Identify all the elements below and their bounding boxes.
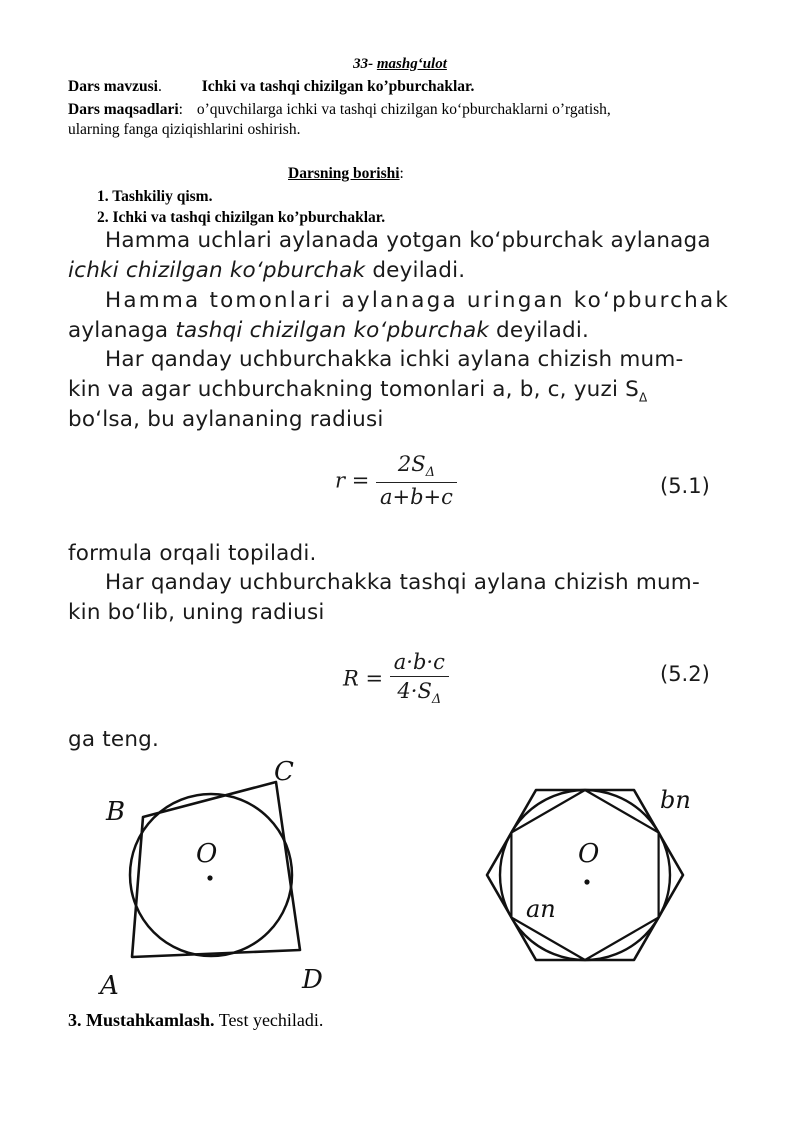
scan-p2-start: aylanaga (68, 318, 176, 343)
topic-value: Ichki va tashqi chizilgan ko’pburchaklar. (201, 78, 475, 95)
formula-inradius (335, 452, 457, 509)
topic-punct: . (157, 78, 162, 95)
polygon-center-label: O (578, 839, 600, 869)
vertex-label-a: A (100, 971, 119, 1000)
scan-p3-area-sub: Δ (639, 390, 648, 405)
formula-inradius-fraction (376, 452, 457, 509)
closing-text: Test yechiladi. (214, 1010, 324, 1030)
topic-label: Dars mavzusi (68, 78, 158, 95)
scan-p2-line2 (68, 318, 589, 343)
scan-p2-rest: deyiladi. (489, 318, 590, 343)
formula-circumradius-lhs: R = (343, 666, 384, 691)
formula-inradius-lhs: r = (335, 468, 370, 493)
regular-polygons-figure (460, 770, 720, 1000)
lesson-title (0, 56, 800, 73)
goals-label: Dars maqsadlari (68, 101, 179, 118)
formula-circumradius-denominator: $4\cdot S_\Delta$ (397, 679, 442, 708)
progress-title: Darsning borishi (288, 165, 400, 182)
scan-p3-line2-text: kin va agar uchburchakning tomonlari a, b, c, yuzi S (68, 377, 640, 402)
polygon-center-point (584, 879, 589, 884)
progress-punct: : (399, 165, 404, 182)
closing-line (68, 1010, 323, 1031)
goals-punct: : (178, 101, 183, 118)
circumscribed-hexagon (487, 790, 683, 960)
goals-line-1 (68, 101, 611, 119)
formula-circumradius-numerator: a·b·c (390, 650, 449, 677)
formula-inradius-numerator: $2S_\Delta$ (376, 452, 457, 483)
scan-p5-line1: Har qanday uchburchakka tashqi aylana chizish mum- (105, 570, 700, 595)
side-label-an: an (526, 895, 556, 923)
scan-p1-rest: deyiladi. (365, 258, 466, 283)
equation-number-5-2: (5.2) (660, 662, 710, 686)
inscribed-circle (130, 794, 292, 956)
scan-p6-line1: ga teng. (68, 727, 160, 752)
scan-p1-line2 (68, 258, 465, 283)
polygon-circle (500, 790, 670, 960)
lesson-title-word: mashg‘ulot (376, 56, 447, 72)
formula-circumradius-fraction (390, 650, 449, 707)
formula-circumradius (343, 650, 449, 707)
lesson-number: 33- (353, 56, 374, 72)
quadrilateral-abcd (132, 782, 300, 957)
scan-p1-line1: Hamma uchlari aylanada yotgan ko‘pburchak aylanaga (105, 228, 711, 253)
goals-text-1: o’quvchilarga ichki va tashqi chizilgan ko‘pburchaklarni o’rgatish, (196, 101, 611, 118)
scan-inscribed-term: ichki chizilgan ko‘pburchak (68, 258, 366, 283)
topic-line (68, 78, 474, 96)
vertex-label-c: C (274, 757, 294, 787)
vertex-label-d: D (302, 965, 323, 995)
scan-p4-line1: formula orqali topiladi. (68, 541, 317, 566)
center-label-o: O (196, 839, 218, 869)
closing-label: 3. Mustahkamlash. (68, 1010, 215, 1030)
scan-p2-line1: Hamma tomonlari aylanaga uringan ko‘pburchak (105, 288, 731, 313)
center-point-o (207, 875, 212, 880)
goals-text-2: ularning fanga qiziqishlarini oshirish. (68, 121, 301, 138)
formula-inradius-denominator: a+b+c (380, 485, 453, 510)
scan-p3-line2 (68, 377, 647, 404)
step-2: 2. Ichki va tashqi chizilgan ko’pburchaklar. (97, 209, 386, 226)
vertex-label-b: B (106, 797, 126, 827)
tangential-quadrilateral-figure (90, 750, 350, 1000)
scan-p3-line3: bo‘lsa, bu aylananing radiusi (68, 407, 384, 432)
inscribed-hexagon (511, 790, 658, 960)
scan-circumscribed-term: tashqi chizilgan ko‘pburchak (175, 318, 490, 343)
equation-number-5-1: (5.1) (660, 474, 710, 498)
side-label-bn: bn (660, 786, 691, 814)
scan-p5-line2: kin bo‘lib, uning radiusi (68, 600, 325, 625)
scan-p3-line1: Har qanday uchburchakka ichki aylana chizish mum- (105, 347, 684, 372)
progress-heading (288, 165, 404, 183)
step-1: 1. Tashkiliy qism. (97, 188, 213, 205)
